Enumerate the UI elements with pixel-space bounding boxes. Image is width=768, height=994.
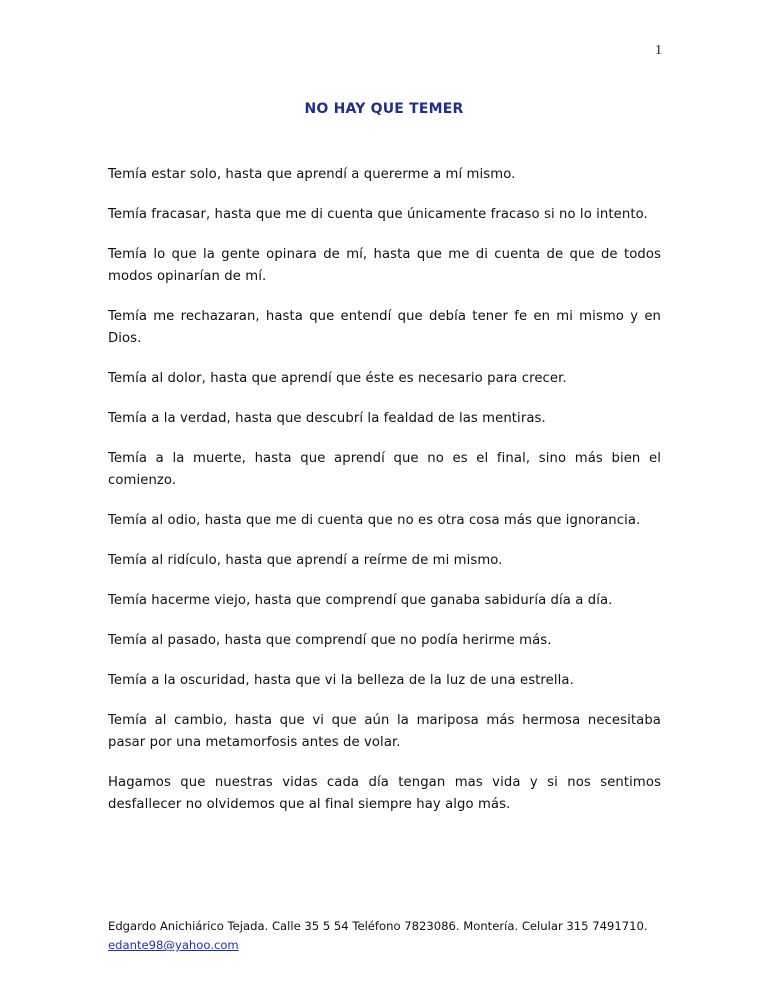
document-body — [108, 164, 661, 834]
paragraph: Temía al dolor, hasta que aprendí que éste es necesario para crecer. — [108, 371, 567, 386]
footer-email-link[interactable]: edante98@yahoo.com — [108, 938, 239, 952]
paragraph: Temía lo que la gente opinara de mí, hasta que me di cuenta de que de todos modos opinarían de mí. — [108, 247, 661, 284]
paragraph: Temía me rechazaran, hasta que entendí que debía tener fe en mi mismo y en Dios. — [108, 309, 661, 346]
paragraph: Temía a la oscuridad, hasta que vi la belleza de la luz de una estrella. — [108, 673, 574, 688]
page-number: 1 — [655, 43, 662, 58]
paragraph: Hagamos que nuestras vidas cada día tengan mas vida y si nos sentimos desfallecer no olvidemos que al final siempre hay algo más. — [108, 775, 661, 812]
paragraph: Temía hacerme viejo, hasta que comprendí que ganaba sabiduría día a día. — [108, 593, 613, 608]
document-title: NO HAY QUE TEMER — [304, 101, 464, 117]
paragraph: Temía al cambio, hasta que vi que aún la mariposa más hermosa necesitaba pasar por una metamorfosis antes de volar. — [108, 713, 661, 750]
paragraph: Temía fracasar, hasta que me di cuenta que únicamente fracaso si no lo intento. — [108, 207, 648, 222]
footer-contact-line: Edgardo Anichiárico Tejada. Calle 35 5 54 Teléfono 7823086. Montería. Celular 315 7491710. — [108, 919, 648, 933]
paragraph: Temía al ridículo, hasta que aprendí a reírme de mi mismo. — [108, 553, 503, 568]
paragraph: Temía al odio, hasta que me di cuenta que no es otra cosa más que ignorancia. — [108, 513, 641, 528]
paragraph: Temía a la muerte, hasta que aprendí que no es el final, sino más bien el comienzo. — [108, 451, 661, 488]
footer — [108, 917, 668, 955]
paragraph: Temía a la verdad, hasta que descubrí la fealdad de las mentiras. — [108, 411, 546, 426]
paragraph: Temía estar solo, hasta que aprendí a quererme a mí mismo. — [108, 167, 516, 182]
paragraph: Temía al pasado, hasta que comprendí que no podía herirme más. — [108, 633, 552, 648]
